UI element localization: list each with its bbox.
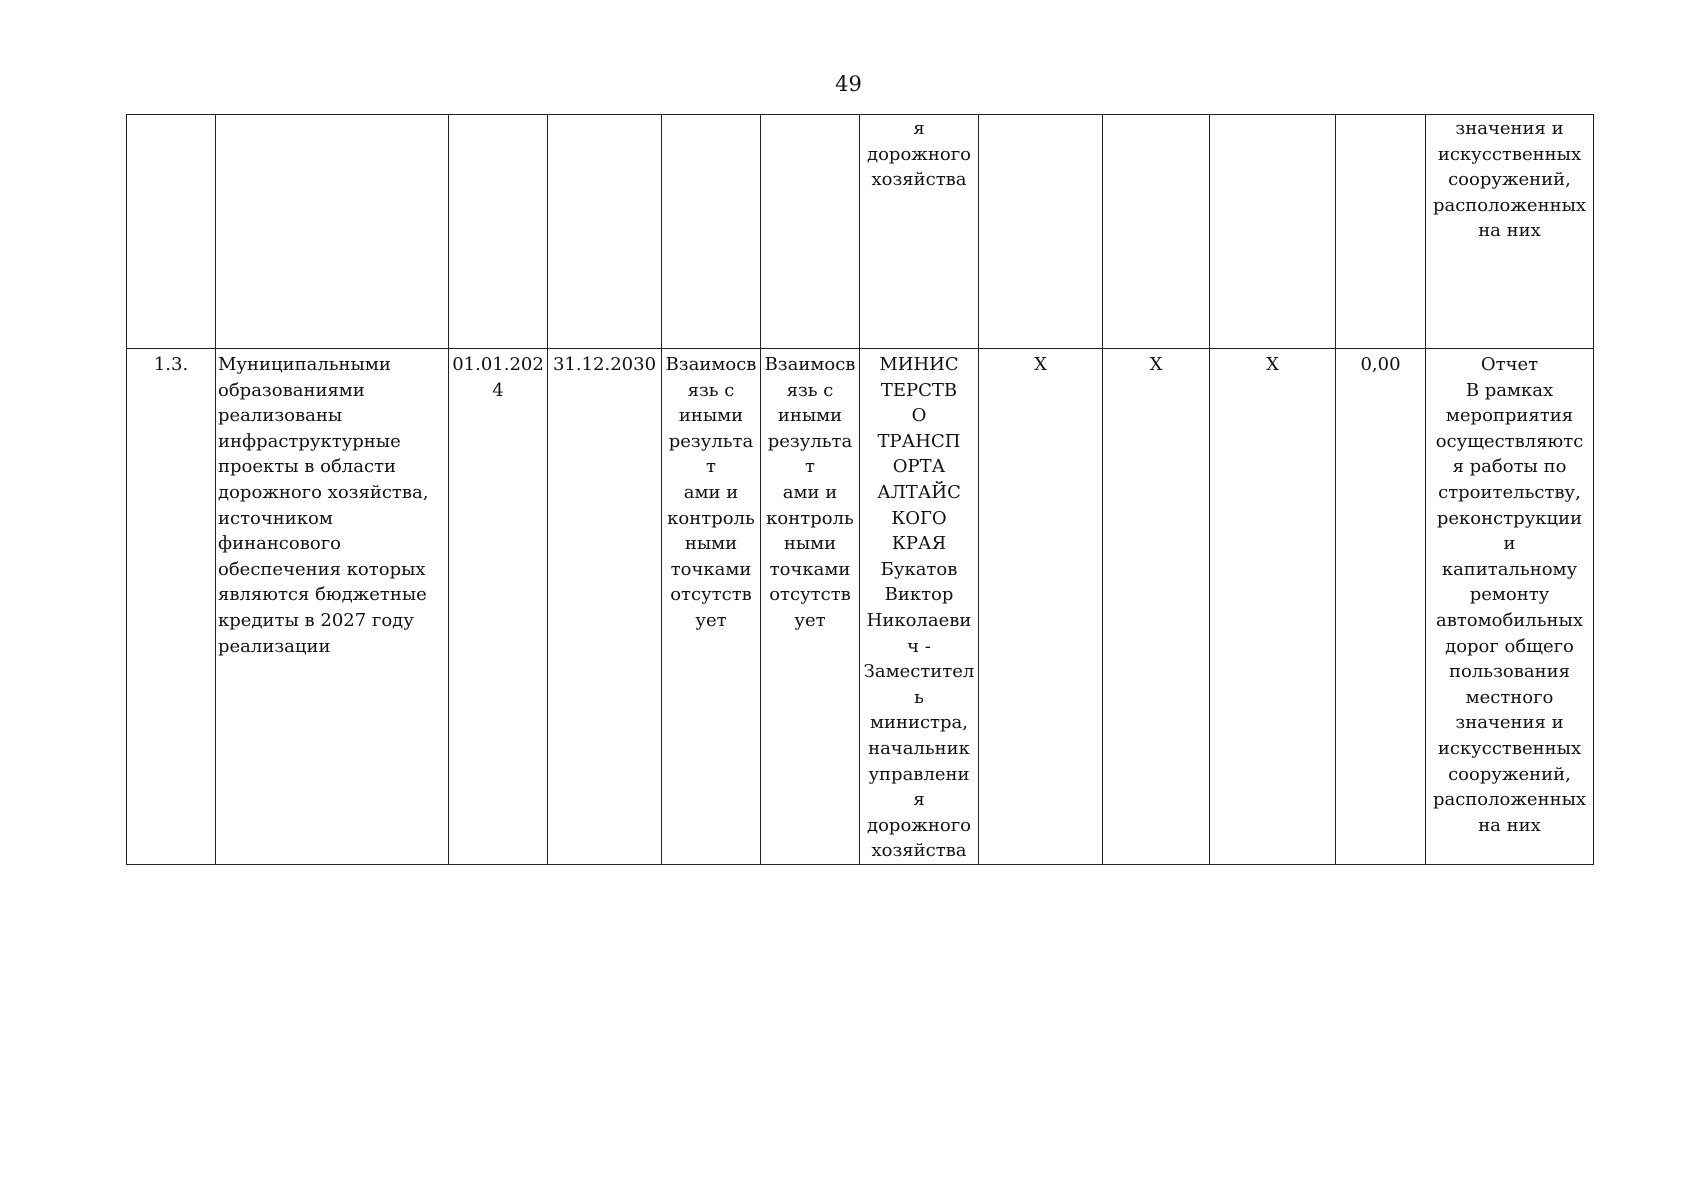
amount-value: 0,00 — [1360, 354, 1401, 375]
cell-link-prev — [662, 349, 761, 865]
cell-end-date — [548, 115, 662, 349]
description-text: значения и искусственных сооружений, расположенных на них — [1432, 118, 1587, 242]
cell-start-date — [449, 115, 548, 349]
row-number: 1.3. — [153, 354, 189, 375]
cell-amount — [1336, 349, 1426, 865]
cell-col10 — [1210, 115, 1336, 349]
col9-value: X — [1149, 354, 1163, 375]
col8-value: X — [1034, 354, 1047, 375]
page-number: 49 — [835, 72, 862, 96]
cell-col10 — [1210, 349, 1336, 865]
control-points-table — [126, 114, 1594, 865]
cell-start-date — [449, 349, 548, 865]
link-prev-text: Взаимосв язь с иными результат ами и контроль ными точками отсутств ует — [665, 354, 757, 631]
cell-description — [1426, 115, 1594, 349]
cell-name — [216, 349, 449, 865]
cell-responsible — [860, 349, 979, 865]
cell-col8 — [979, 349, 1103, 865]
table-row-continued — [127, 115, 1594, 349]
cell-responsible — [860, 115, 979, 349]
cell-col8 — [979, 115, 1103, 349]
table-row — [127, 349, 1594, 865]
cell-name — [216, 115, 449, 349]
cell-description — [1426, 349, 1594, 865]
responsible-text: МИНИС ТЕРСТВ О ТРАНСП ОРТА АЛТАЙС КОГО КРАЯ Букатов Виктор Николаеви ч - Заместител ь министра, начальник управлени я дорожного хозяйства — [863, 354, 975, 862]
cell-link-next — [761, 115, 860, 349]
cell-num — [127, 349, 216, 865]
cell-link-prev — [662, 115, 761, 349]
cell-end-date — [548, 349, 662, 865]
cell-num — [127, 115, 216, 349]
cell-col9 — [1103, 115, 1210, 349]
start-date: 01.01.202 4 — [452, 354, 544, 401]
row-name: Муниципальными образованиями реализованы инфраструктурные проекты в области дорожного хозяйства, источником финансового обеспечения которых являются бюджетные кредиты в 2027 году реализации — [218, 354, 429, 657]
link-next-text: Взаимосв язь с иными результат ами и контроль ными точками отсутств ует — [764, 354, 856, 631]
cell-col9 — [1103, 349, 1210, 865]
cell-amount — [1336, 115, 1426, 349]
end-date: 31.12.2030 — [552, 354, 657, 375]
cell-link-next — [761, 349, 860, 865]
responsible-text: я дорожного хозяйства — [867, 118, 971, 191]
description-text: Отчет В рамках мероприятия осуществляютс я работы по строительству, реконструкции и капитальному ремонту автомобильных дорог общего пользования местного значения и искусственных сооружений, расположенных на них — [1432, 354, 1587, 836]
col10-value: X — [1266, 354, 1279, 375]
